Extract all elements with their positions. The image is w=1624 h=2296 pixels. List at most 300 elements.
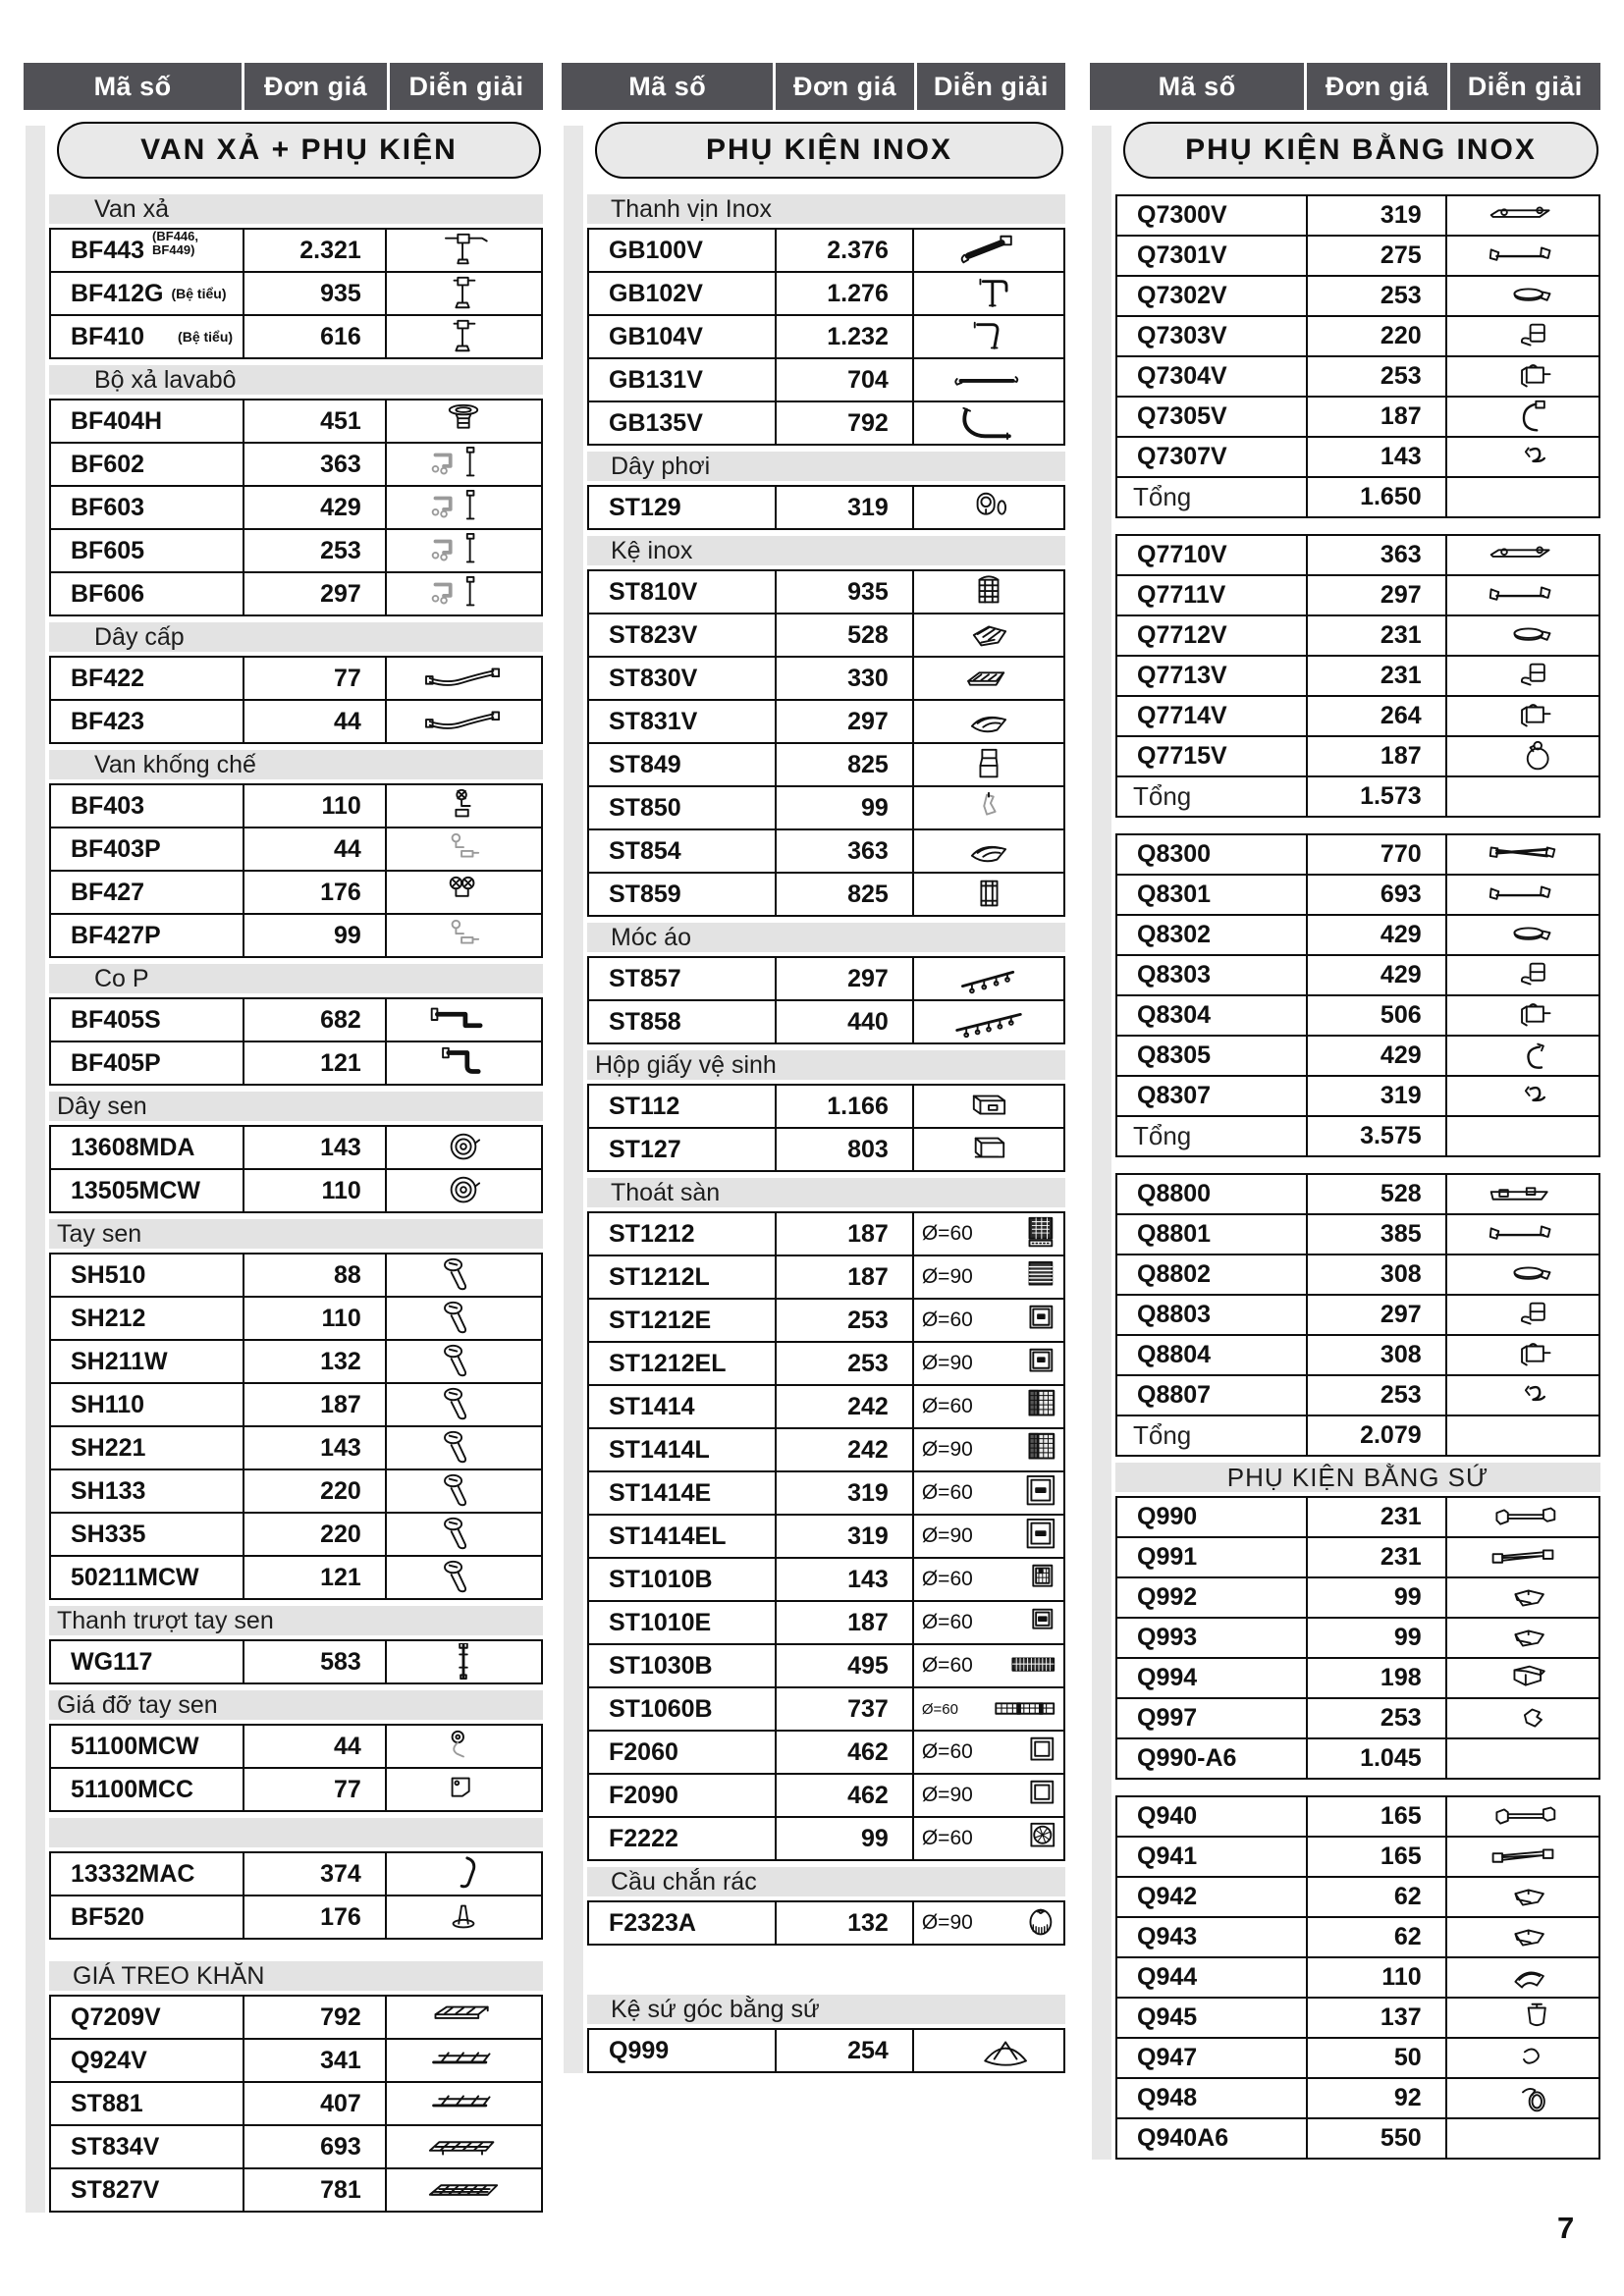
table-row bbox=[1117, 1376, 1598, 1416]
desc-cell bbox=[387, 444, 541, 485]
hook-j-icon bbox=[387, 1853, 541, 1895]
desc-cell bbox=[1447, 1416, 1598, 1455]
desc-cell bbox=[387, 999, 541, 1041]
code-cell bbox=[589, 658, 777, 699]
code-cell bbox=[51, 1853, 244, 1895]
desc-cell bbox=[1447, 1376, 1598, 1415]
desc-cell bbox=[1447, 536, 1598, 574]
price-cell: 616 bbox=[244, 316, 387, 357]
code-cell bbox=[51, 828, 244, 870]
code-cell bbox=[1117, 835, 1308, 874]
section-band: Bộ xả lavabô bbox=[49, 365, 543, 395]
grate-grid-sm-icon bbox=[981, 1559, 1059, 1600]
inox-hook-icon bbox=[914, 787, 1063, 828]
product-code: Q8803 bbox=[1137, 1301, 1212, 1328]
product-code: Q7303V bbox=[1137, 322, 1227, 349]
product-code: GB100V bbox=[609, 236, 703, 264]
table-row bbox=[51, 1170, 541, 1211]
desc-cell bbox=[914, 1602, 1063, 1643]
table-row bbox=[51, 872, 541, 915]
price-cell: 330 bbox=[777, 658, 914, 699]
code-note: (BF446, BF449) bbox=[152, 230, 199, 257]
price-cell: 550 bbox=[1308, 2119, 1447, 2158]
desc-cell bbox=[914, 614, 1063, 656]
price-cell: 110 bbox=[244, 1170, 387, 1211]
grab-t-icon bbox=[914, 273, 1063, 314]
product-code: ST1030B bbox=[609, 1651, 713, 1680]
shower-holder-tag-icon bbox=[387, 1769, 541, 1810]
price-cell: 176 bbox=[244, 1896, 387, 1938]
price-cell: 429 bbox=[1308, 1037, 1447, 1075]
desc-cell bbox=[1447, 317, 1598, 355]
price-cell: 187 bbox=[777, 1256, 914, 1298]
desc-cell bbox=[914, 787, 1063, 828]
paper-holder-icon bbox=[1447, 357, 1598, 396]
code-cell bbox=[1117, 1037, 1308, 1075]
price-cell: 110 bbox=[1308, 1958, 1447, 1997]
desc-cell bbox=[387, 400, 541, 442]
price-cell: 803 bbox=[777, 1129, 914, 1170]
section-band: Dây phơi bbox=[587, 452, 1065, 481]
product-code: Q7713V bbox=[1137, 662, 1227, 689]
table-row bbox=[51, 230, 541, 273]
desc-cell bbox=[914, 1516, 1063, 1557]
table-row bbox=[1117, 398, 1598, 438]
price-table bbox=[49, 1253, 543, 1600]
code-cell bbox=[51, 2083, 244, 2124]
table-row bbox=[589, 1818, 1063, 1859]
code-cell bbox=[51, 1298, 244, 1339]
tumbler-holder-icon bbox=[1447, 657, 1598, 695]
desc-cell bbox=[1447, 1255, 1598, 1294]
code-cell bbox=[1117, 1659, 1308, 1697]
shower-holder-icon bbox=[387, 1726, 541, 1767]
price-cell: 231 bbox=[1308, 1498, 1447, 1536]
price-cell: 99 bbox=[244, 915, 387, 956]
product-code: ST127 bbox=[609, 1135, 681, 1163]
desc-cell bbox=[387, 1769, 541, 1810]
price-cell: 1.650 bbox=[1308, 478, 1447, 516]
table-row bbox=[1117, 996, 1598, 1037]
product-code: 50211MCW bbox=[71, 1563, 199, 1591]
product-code: Q7304V bbox=[1137, 362, 1227, 390]
code-cell bbox=[1117, 1117, 1308, 1155]
code-cell bbox=[51, 316, 244, 357]
pulley-icon bbox=[914, 487, 1063, 528]
desc-cell bbox=[914, 744, 1063, 785]
product-code: ST1414E bbox=[609, 1478, 712, 1507]
robe-hook-icon bbox=[1447, 438, 1598, 476]
glass-shelf-icon bbox=[1447, 196, 1598, 235]
section-band: Kệ sứ góc bằng sứ bbox=[587, 1995, 1065, 2024]
code-cell bbox=[589, 1472, 777, 1514]
inox-shelf-tall-icon bbox=[914, 571, 1063, 613]
grate-lined-icon bbox=[981, 1256, 1059, 1298]
angle-valve-gray-icon bbox=[387, 828, 541, 870]
code-cell bbox=[589, 1645, 777, 1686]
price-cell: 429 bbox=[1308, 956, 1447, 994]
table-row bbox=[51, 1641, 541, 1682]
price-cell: 2.376 bbox=[777, 230, 914, 271]
product-code: Q941 bbox=[1137, 1842, 1198, 1870]
code-cell bbox=[51, 1557, 244, 1598]
code-cell bbox=[589, 487, 777, 528]
header-cell-price: Đơn giá bbox=[244, 63, 387, 110]
code-cell bbox=[1117, 1255, 1308, 1294]
code-cell bbox=[1117, 357, 1308, 396]
price-cell: 143 bbox=[244, 1127, 387, 1168]
code-cell bbox=[589, 316, 777, 357]
code-cell bbox=[1117, 1077, 1308, 1115]
group-title-pill: PHỤ KIỆN BẰNG INOX bbox=[1123, 122, 1598, 179]
desc-cell bbox=[1447, 1619, 1598, 1657]
robe-hook-icon bbox=[1447, 1376, 1598, 1415]
product-code: ST1414L bbox=[609, 1435, 710, 1464]
double-towel-bar-icon bbox=[1447, 835, 1598, 874]
table-row bbox=[589, 1300, 1063, 1343]
desc-cell bbox=[914, 1343, 1063, 1384]
desc-cell bbox=[1447, 237, 1598, 275]
price-cell: 528 bbox=[777, 614, 914, 656]
diameter-label: Ø=60 bbox=[921, 1568, 973, 1590]
price-table bbox=[49, 228, 543, 359]
table-row bbox=[51, 2040, 541, 2083]
product-code: BF403P bbox=[71, 834, 161, 863]
desc-cell bbox=[387, 316, 541, 357]
table-row bbox=[51, 658, 541, 701]
table-row bbox=[1117, 616, 1598, 657]
desc-cell bbox=[387, 1042, 541, 1084]
desc-cell bbox=[1447, 1117, 1598, 1155]
code-cell bbox=[51, 1127, 244, 1168]
towel-ring-icon bbox=[1447, 737, 1598, 775]
price-cell: 187 bbox=[1308, 737, 1447, 775]
desc-cell bbox=[914, 230, 1063, 271]
product-code: Q947 bbox=[1137, 2044, 1198, 2071]
table-row bbox=[51, 530, 541, 573]
desc-cell bbox=[1447, 2119, 1598, 2158]
table-row bbox=[1117, 237, 1598, 277]
table-row bbox=[589, 1516, 1063, 1559]
product-code: GB102V bbox=[609, 279, 703, 307]
product-code: ST858 bbox=[609, 1007, 681, 1036]
desc-cell bbox=[914, 316, 1063, 357]
ceramic-dish-icon bbox=[1447, 1918, 1598, 1956]
hand-shower-icon bbox=[387, 1557, 541, 1598]
shower-hose-icon bbox=[387, 1127, 541, 1168]
product-code: BF405S bbox=[71, 1005, 161, 1034]
lavabo-drain-set-icon bbox=[387, 573, 541, 614]
desc-cell bbox=[914, 571, 1063, 613]
desc-cell bbox=[387, 2083, 541, 2124]
table-row bbox=[1117, 1336, 1598, 1376]
inox-frame-icon bbox=[914, 744, 1063, 785]
desc-cell bbox=[914, 1086, 1063, 1127]
product-code: GB104V bbox=[609, 322, 703, 350]
code-cell bbox=[1117, 1739, 1308, 1778]
price-cell: 297 bbox=[244, 573, 387, 614]
ceramic-bar-icon bbox=[1447, 1797, 1598, 1836]
table-row bbox=[51, 273, 541, 316]
grate-grid-icon bbox=[981, 1386, 1059, 1427]
product-code: BF603 bbox=[71, 493, 145, 521]
table-row bbox=[1117, 1037, 1598, 1077]
price-cell: 429 bbox=[1308, 916, 1447, 954]
product-code: BF602 bbox=[71, 450, 145, 478]
price-cell: 220 bbox=[244, 1470, 387, 1512]
hook-c-icon bbox=[1447, 1037, 1598, 1075]
product-code: Q8307 bbox=[1137, 1082, 1212, 1109]
price-table bbox=[1115, 833, 1600, 1157]
diameter-label: Ø=60 bbox=[921, 1395, 973, 1417]
code-cell bbox=[51, 530, 244, 571]
desc-cell bbox=[387, 1127, 541, 1168]
desc-cell bbox=[1447, 876, 1598, 914]
product-code: Q7712V bbox=[1137, 621, 1227, 649]
table-row bbox=[589, 316, 1063, 359]
table-row bbox=[589, 1775, 1063, 1818]
price-cell: 165 bbox=[1308, 1838, 1447, 1876]
price-cell: 935 bbox=[244, 273, 387, 314]
price-cell: 220 bbox=[244, 1514, 387, 1555]
desc-cell bbox=[387, 1853, 541, 1895]
desc-cell bbox=[914, 1818, 1063, 1859]
price-cell: 44 bbox=[244, 828, 387, 870]
product-code: Q948 bbox=[1137, 2084, 1198, 2111]
section-band: Hộp giấy vệ sinh bbox=[587, 1050, 1065, 1080]
price-cell: 1.573 bbox=[1308, 777, 1447, 816]
price-cell: 176 bbox=[244, 872, 387, 913]
code-cell bbox=[1117, 737, 1308, 775]
drain-square-icon bbox=[981, 1775, 1059, 1816]
desc-cell bbox=[914, 273, 1063, 314]
ceramic-hook-icon bbox=[1447, 1699, 1598, 1737]
code-cell bbox=[1117, 1296, 1308, 1334]
code-cell bbox=[51, 1384, 244, 1425]
robe-hook-icon bbox=[1447, 1077, 1598, 1115]
ceramic-cup-icon bbox=[1447, 1999, 1598, 2037]
table-row bbox=[589, 614, 1063, 658]
desc-cell bbox=[1447, 2079, 1598, 2117]
code-cell bbox=[589, 230, 777, 271]
desc-cell bbox=[387, 1298, 541, 1339]
desc-cell bbox=[914, 487, 1063, 528]
table-row bbox=[1117, 1498, 1598, 1538]
diameter-label: Ø=60 bbox=[921, 1700, 958, 1718]
desc-cell bbox=[1447, 1296, 1598, 1334]
price-cell: 781 bbox=[244, 2169, 387, 2211]
product-code: ST1414EL bbox=[609, 1522, 727, 1550]
code-cell bbox=[589, 1775, 777, 1816]
code-cell bbox=[589, 1086, 777, 1127]
table-row bbox=[589, 701, 1063, 744]
section-band: Móc áo bbox=[587, 923, 1065, 952]
desc-cell bbox=[387, 1341, 541, 1382]
price-cell: 254 bbox=[777, 2030, 914, 2071]
desc-cell bbox=[1447, 737, 1598, 775]
product-code: Q999 bbox=[609, 2036, 670, 2064]
price-cell: 92 bbox=[1308, 2079, 1447, 2117]
product-code: ST831V bbox=[609, 707, 698, 735]
desc-cell bbox=[914, 658, 1063, 699]
code-cell bbox=[51, 658, 244, 699]
slide-bar-icon bbox=[387, 1641, 541, 1682]
product-code: ST1212L bbox=[609, 1262, 710, 1291]
soap-dish-icon bbox=[1447, 916, 1598, 954]
price-cell: 429 bbox=[244, 487, 387, 528]
code-cell bbox=[589, 1429, 777, 1470]
price-cell: 253 bbox=[1308, 357, 1447, 396]
code-cell bbox=[51, 1042, 244, 1084]
table-row bbox=[51, 1853, 541, 1896]
grab-curve-icon bbox=[914, 316, 1063, 357]
code-cell bbox=[589, 830, 777, 872]
table-row bbox=[51, 1042, 541, 1084]
flush-valve-icon bbox=[387, 230, 541, 271]
grate-slot-lg-icon bbox=[981, 1472, 1059, 1514]
product-code: 51100MCW bbox=[71, 1732, 199, 1760]
grate-strip-long-icon bbox=[981, 1688, 1059, 1730]
section-band: Dây sen bbox=[49, 1092, 543, 1121]
table-row bbox=[589, 1645, 1063, 1688]
code-cell bbox=[51, 1769, 244, 1810]
product-code: F2060 bbox=[609, 1737, 678, 1766]
code-cell bbox=[1117, 1797, 1308, 1836]
table-row bbox=[51, 828, 541, 872]
price-cell: 132 bbox=[777, 1902, 914, 1944]
code-cell bbox=[1117, 1538, 1308, 1576]
page-number: 7 bbox=[1557, 2211, 1575, 2245]
desc-cell bbox=[387, 1255, 541, 1296]
product-code: 13608MDA bbox=[71, 1133, 195, 1161]
price-cell: 1.045 bbox=[1308, 1739, 1447, 1778]
price-cell: 275 bbox=[1308, 237, 1447, 275]
product-code: Q7305V bbox=[1137, 402, 1227, 430]
desc-cell bbox=[1447, 697, 1598, 735]
desc-cell bbox=[914, 1688, 1063, 1730]
table-row bbox=[1117, 1619, 1598, 1659]
hand-shower-icon bbox=[387, 1341, 541, 1382]
price-cell: 253 bbox=[777, 1300, 914, 1341]
price-cell: 528 bbox=[1308, 1175, 1447, 1213]
product-code: Q942 bbox=[1137, 1883, 1198, 1910]
price-cell: 242 bbox=[777, 1429, 914, 1470]
code-cell bbox=[1117, 956, 1308, 994]
group-title-pill: VAN XẢ + PHỤ KIỆN bbox=[57, 122, 541, 179]
dome-strainer-icon bbox=[981, 1902, 1059, 1944]
towel-rack-long-icon bbox=[387, 2126, 541, 2167]
shower-hose-icon bbox=[387, 1170, 541, 1211]
column-body bbox=[562, 122, 1065, 2073]
price-cell: 231 bbox=[1308, 1538, 1447, 1576]
inox-corner-icon bbox=[914, 701, 1063, 742]
desc-cell bbox=[387, 658, 541, 699]
price-cell: 121 bbox=[244, 1557, 387, 1598]
desc-cell bbox=[914, 1213, 1063, 1255]
block-gap bbox=[1115, 818, 1600, 833]
desc-cell bbox=[387, 1427, 541, 1468]
section-band: Giá đỡ tay sen bbox=[49, 1690, 543, 1720]
desc-cell bbox=[387, 2126, 541, 2167]
product-code: Q7307V bbox=[1137, 443, 1227, 470]
product-code: BF520 bbox=[71, 1902, 145, 1931]
code-cell bbox=[589, 701, 777, 742]
product-code: Q8303 bbox=[1137, 961, 1212, 988]
product-code: BF412G bbox=[71, 279, 164, 307]
desc-cell bbox=[387, 230, 541, 271]
towel-bar-icon bbox=[1447, 237, 1598, 275]
code-cell bbox=[589, 1732, 777, 1773]
table-row bbox=[1117, 1578, 1598, 1619]
product-code: F2323A bbox=[609, 1908, 696, 1937]
product-code: BF423 bbox=[71, 707, 145, 735]
code-cell bbox=[51, 1896, 244, 1938]
product-code: Q8305 bbox=[1137, 1041, 1212, 1069]
desc-cell bbox=[914, 1129, 1063, 1170]
diameter-label: Ø=60 bbox=[921, 1481, 973, 1504]
grab-angled-icon bbox=[914, 230, 1063, 271]
ceramic-bar-double-icon bbox=[1447, 1538, 1598, 1576]
supply-hose-icon bbox=[387, 701, 541, 742]
desc-cell bbox=[1447, 2039, 1598, 2077]
desc-cell bbox=[914, 1775, 1063, 1816]
inox-shelf-icon bbox=[914, 658, 1063, 699]
total-row bbox=[1117, 1117, 1598, 1155]
code-cell bbox=[1117, 576, 1308, 614]
code-cell bbox=[51, 1470, 244, 1512]
column-header bbox=[24, 63, 543, 110]
desc-cell bbox=[1447, 196, 1598, 235]
column-phu-kien-bang-inox bbox=[1090, 63, 1600, 2160]
table-row bbox=[589, 1602, 1063, 1645]
price-cell: 121 bbox=[244, 1042, 387, 1084]
desc-cell bbox=[1447, 916, 1598, 954]
desc-cell bbox=[387, 530, 541, 571]
desc-cell bbox=[914, 1645, 1063, 1686]
code-cell bbox=[589, 1343, 777, 1384]
ceramic-hook-sm-icon bbox=[1447, 2039, 1598, 2077]
table-row bbox=[1117, 1838, 1598, 1878]
flat-shelf-icon bbox=[1447, 1175, 1598, 1213]
product-code: Q944 bbox=[1137, 1963, 1198, 1991]
price-table bbox=[49, 783, 543, 958]
product-code: Q7209V bbox=[71, 2002, 161, 2031]
code-cell bbox=[51, 1726, 244, 1767]
code-cell bbox=[589, 1213, 777, 1255]
desc-cell bbox=[914, 359, 1063, 400]
table-row bbox=[1117, 1538, 1598, 1578]
code-cell bbox=[589, 571, 777, 613]
product-code: 13332MAC bbox=[71, 1859, 195, 1888]
desc-cell bbox=[914, 1300, 1063, 1341]
table-row bbox=[51, 2083, 541, 2126]
price-cell: 2.321 bbox=[244, 230, 387, 271]
price-cell: 297 bbox=[1308, 576, 1447, 614]
code-cell bbox=[589, 273, 777, 314]
product-code: SH211W bbox=[71, 1347, 168, 1375]
lavabo-drain-set-icon bbox=[387, 487, 541, 528]
price-cell: 385 bbox=[1308, 1215, 1447, 1254]
product-code: SH510 bbox=[71, 1260, 146, 1289]
table-row bbox=[51, 1557, 541, 1598]
product-code: BF606 bbox=[71, 579, 145, 608]
desc-cell bbox=[1447, 1797, 1598, 1836]
table-row bbox=[51, 1769, 541, 1810]
desc-cell bbox=[914, 1902, 1063, 1944]
table-row bbox=[589, 1429, 1063, 1472]
table-row bbox=[1117, 1797, 1598, 1838]
diameter-label: Ø=60 bbox=[921, 1654, 973, 1677]
